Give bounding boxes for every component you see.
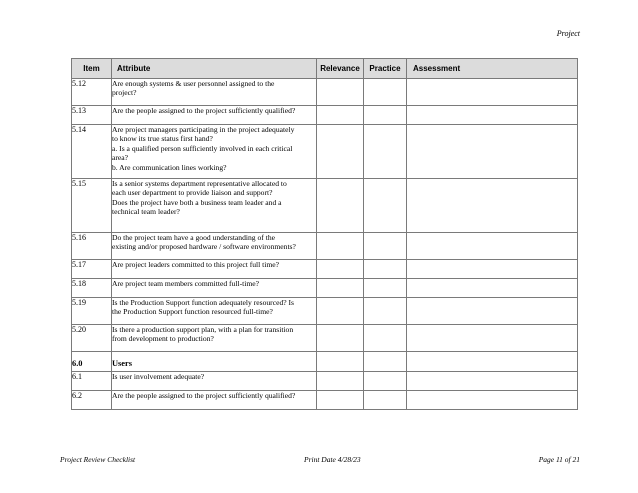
- attribute-text-line: Are enough systems & user personnel assigned to the: [112, 79, 275, 88]
- practice-cell[interactable]: [364, 279, 407, 298]
- attribute-cell: [112, 298, 317, 325]
- practice-cell[interactable]: [364, 298, 407, 325]
- attribute-cell: [112, 79, 317, 106]
- attribute-cell: [112, 391, 317, 410]
- attribute-text-line: area?: [112, 153, 129, 163]
- table-row: [72, 106, 578, 125]
- attribute-text-line: Do the project team have a good understanding of the: [112, 233, 276, 242]
- column-header-assessment: Assessment: [407, 59, 578, 79]
- attribute-cell: [112, 233, 317, 260]
- attribute-text-line: existing and/or proposed hardware / software environments?: [112, 242, 296, 252]
- practice-cell[interactable]: [364, 391, 407, 410]
- attribute-text-line: Is a senior systems department representative allocated to: [112, 179, 287, 188]
- table-row: [72, 298, 578, 325]
- relevance-cell[interactable]: [317, 79, 364, 106]
- attribute-text-line: Are project managers participating in the project adequately: [112, 125, 295, 134]
- attribute-text-line: technical team leader?: [112, 207, 180, 217]
- footer-print-date: Print Date 4/28/23: [304, 455, 361, 464]
- attribute-text-line: Is the Production Support function adequately resourced? Is: [112, 298, 294, 307]
- practice-cell[interactable]: [364, 125, 407, 179]
- attribute-text-line: the Production Support function resourced full-time?: [112, 307, 273, 317]
- attribute-text-line: to know its true status first hand?: [112, 134, 213, 144]
- item-number-cell: 5.15: [72, 179, 112, 233]
- assessment-cell[interactable]: [407, 260, 578, 279]
- assessment-cell[interactable]: [407, 279, 578, 298]
- assessment-cell[interactable]: [407, 325, 578, 352]
- attribute-text-line: Are the people assigned to the project sufficiently qualified?: [112, 391, 296, 400]
- column-header-practice: Practice: [364, 59, 407, 79]
- attribute-text-line: each user department to provide liaison and support?: [112, 188, 273, 198]
- item-number-cell: 5.19: [72, 298, 112, 325]
- assessment-cell[interactable]: [407, 233, 578, 260]
- item-number-cell: 5.13: [72, 106, 112, 125]
- item-number-cell: 5.18: [72, 279, 112, 298]
- item-number-cell: 5.12: [72, 79, 112, 106]
- table-row: [72, 325, 578, 352]
- table-row: [72, 372, 578, 391]
- relevance-cell[interactable]: [317, 106, 364, 125]
- item-number-cell: 6.0: [72, 352, 112, 372]
- attribute-cell: [112, 260, 317, 279]
- table-row: [72, 179, 578, 233]
- item-number-cell: 5.16: [72, 233, 112, 260]
- assessment-cell[interactable]: [407, 352, 578, 372]
- practice-cell[interactable]: [364, 179, 407, 233]
- table-header-row: [72, 59, 578, 79]
- relevance-cell[interactable]: [317, 125, 364, 179]
- item-number-cell: 5.14: [72, 125, 112, 179]
- attribute-cell: [112, 106, 317, 125]
- assessment-cell[interactable]: [407, 79, 578, 106]
- relevance-cell[interactable]: [317, 352, 364, 372]
- attribute-text-line: a. Is a qualified person sufficiently involved in each critical: [112, 143, 293, 153]
- assessment-cell[interactable]: [407, 298, 578, 325]
- section-row: [72, 352, 578, 372]
- relevance-cell[interactable]: [317, 372, 364, 391]
- relevance-cell[interactable]: [317, 260, 364, 279]
- column-header-relevance: Relevance: [317, 59, 364, 79]
- table-row: [72, 260, 578, 279]
- attribute-text-line: Is there a production support plan, with a plan for transition: [112, 325, 294, 334]
- assessment-cell[interactable]: [407, 179, 578, 233]
- practice-cell[interactable]: [364, 372, 407, 391]
- attribute-cell: [112, 179, 317, 233]
- header-title: Project: [556, 29, 580, 38]
- attribute-cell: [112, 279, 317, 298]
- attribute-text-line: from development to production?: [112, 334, 214, 344]
- attribute-text-line: project?: [112, 88, 137, 98]
- assessment-cell[interactable]: [407, 125, 578, 179]
- attribute-text-line: Are the people assigned to the project sufficiently qualified?: [112, 106, 296, 115]
- table-body: [72, 79, 578, 410]
- attribute-cell: [112, 325, 317, 352]
- attribute-text-line: b. Are communication lines working?: [112, 162, 227, 172]
- relevance-cell[interactable]: [317, 179, 364, 233]
- table-row: [72, 233, 578, 260]
- item-number-cell: 5.17: [72, 260, 112, 279]
- item-number-cell: 5.20: [72, 325, 112, 352]
- table-row: [72, 125, 578, 179]
- relevance-cell[interactable]: [317, 279, 364, 298]
- relevance-cell[interactable]: [317, 233, 364, 260]
- footer-document-title: Project Review Checklist: [60, 455, 136, 464]
- practice-cell[interactable]: [364, 106, 407, 125]
- footer-page-number: Page 11 of 21: [538, 455, 580, 464]
- practice-cell[interactable]: [364, 260, 407, 279]
- attribute-text-line: Does the project have both a business team leader and a: [112, 197, 282, 207]
- attribute-cell: [112, 352, 317, 372]
- attribute-cell: [112, 125, 317, 179]
- assessment-cell[interactable]: [407, 391, 578, 410]
- relevance-cell[interactable]: [317, 391, 364, 410]
- practice-cell[interactable]: [364, 325, 407, 352]
- table-row: [72, 279, 578, 298]
- practice-cell[interactable]: [364, 352, 407, 372]
- table-row: [72, 79, 578, 106]
- relevance-cell[interactable]: [317, 325, 364, 352]
- attribute-text-line: Is user involvement adequate?: [112, 372, 205, 381]
- assessment-cell[interactable]: [407, 372, 578, 391]
- attribute-text-line: Users: [112, 359, 133, 368]
- relevance-cell[interactable]: [317, 298, 364, 325]
- attribute-text-line: Are project team members committed full-time?: [112, 279, 259, 288]
- practice-cell[interactable]: [364, 79, 407, 106]
- assessment-cell[interactable]: [407, 106, 578, 125]
- checklist-table: [71, 58, 578, 410]
- attribute-cell: [112, 372, 317, 391]
- column-header-attribute: Attribute: [112, 59, 317, 79]
- practice-cell[interactable]: [364, 233, 407, 260]
- attribute-text-line: Are project leaders committed to this project full time?: [112, 260, 280, 269]
- item-number-cell: 6.1: [72, 372, 112, 391]
- item-number-cell: 6.2: [72, 391, 112, 410]
- column-header-item: Item: [72, 59, 112, 79]
- table-row: [72, 391, 578, 410]
